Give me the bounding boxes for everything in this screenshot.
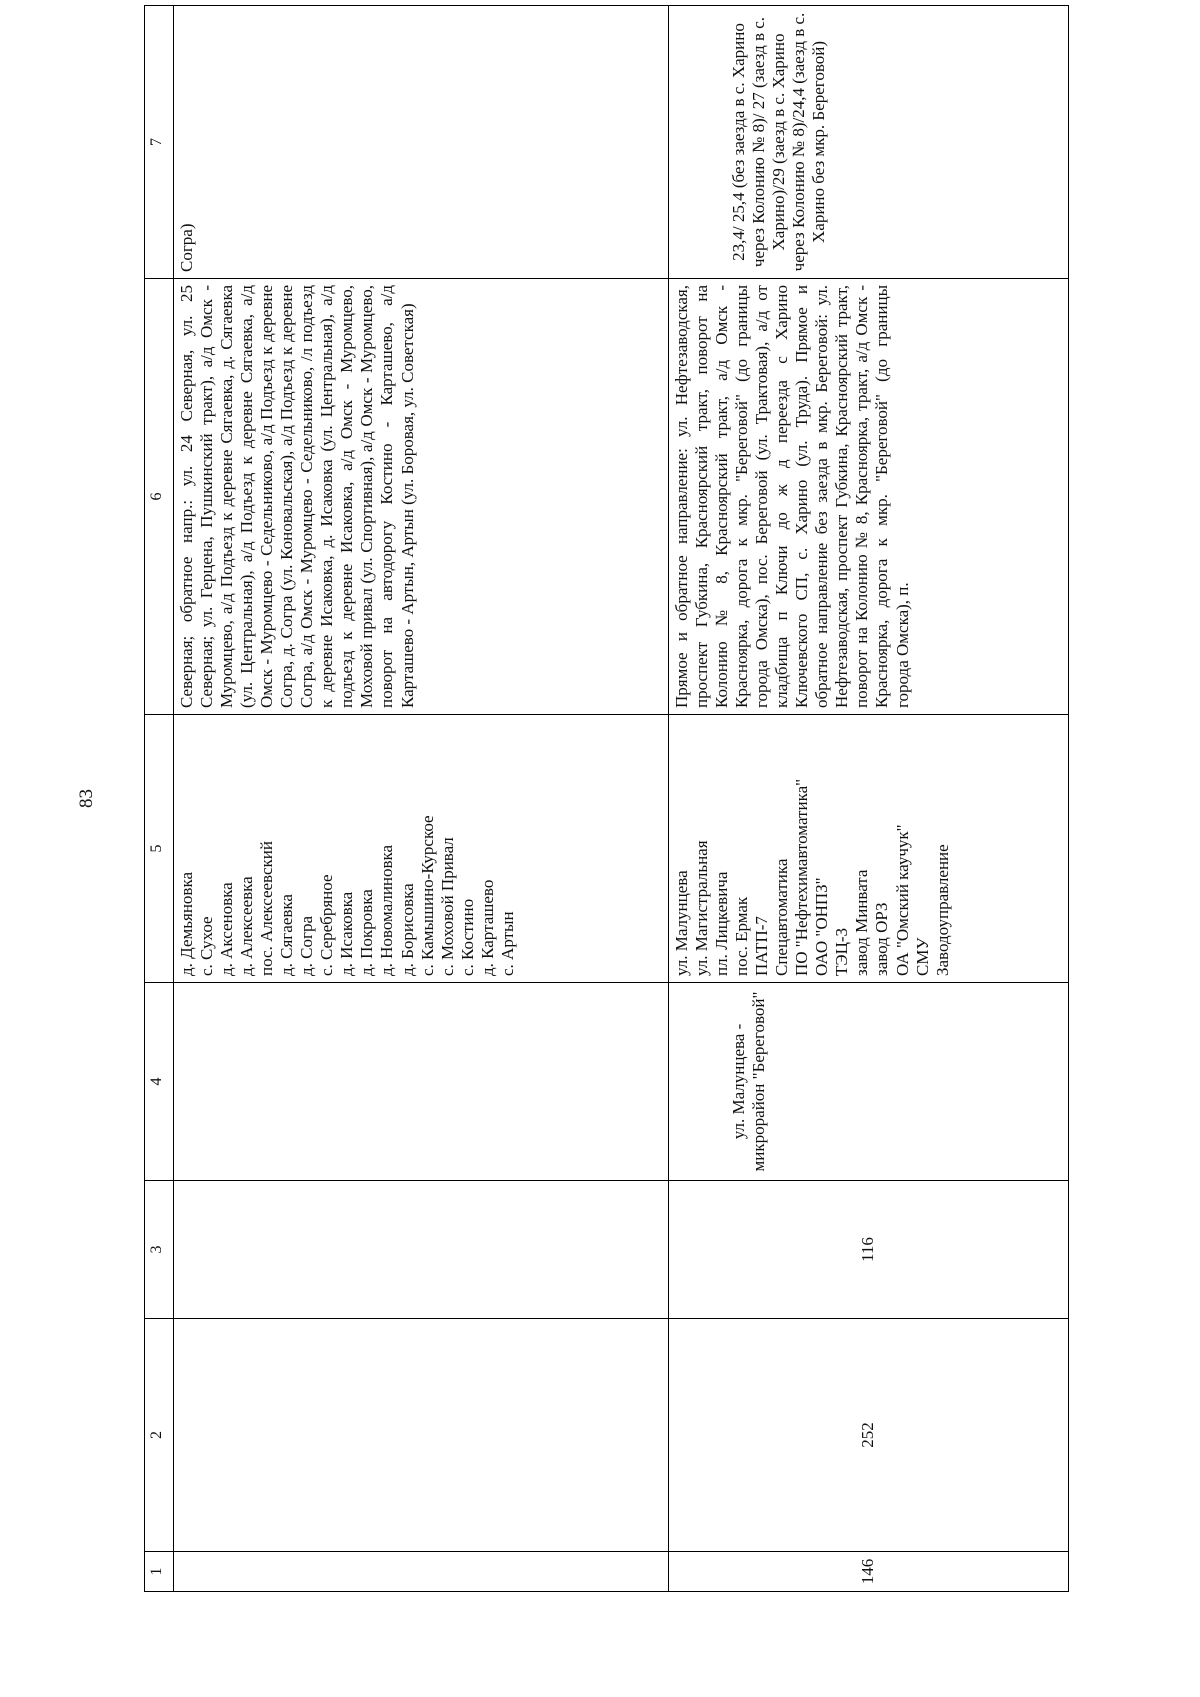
header-col-4: 4 — [145, 983, 174, 1181]
cell-route-name: ул. Малунцева - микрорайон "Береговой" — [669, 983, 1069, 1181]
rotated-table-container — [144, 12, 1066, 1592]
list-item: завод ОРЗ — [872, 902, 892, 976]
cell-distance: 23,4/ 25,4 (без заезда в с. Харино через Колонию № 8)/ 27 (заезд в с. Харино)/29 (заезд в с. Харино через Колонию № 8)/24,4 (заезд в с. Харино без мкр. Береговой) — [669, 6, 1069, 279]
list-item: Заводоуправление — [932, 844, 952, 976]
list-item: д. Демьяновка — [177, 871, 196, 976]
header-row — [145, 6, 174, 1592]
page-number: 83 — [76, 789, 97, 808]
list-item: д. Борисовка — [397, 883, 417, 976]
list-item: пос. Алексеевский — [257, 841, 277, 976]
cell-number: 146 — [669, 1552, 1069, 1592]
list-item: д. Новомалиновка — [377, 844, 397, 976]
list-item: ОАО "ОНПЗ" — [812, 877, 832, 976]
cell-c3: 116 — [669, 1181, 1069, 1319]
route-table — [144, 5, 1069, 1592]
stop-list — [177, 721, 518, 976]
list-item: ОА "Омский каучук" — [892, 824, 912, 976]
cell-c3 — [174, 1181, 669, 1319]
list-item: с. Костино — [457, 898, 477, 976]
cell-number — [174, 1552, 669, 1592]
list-item: д. Покровка — [357, 889, 377, 976]
table-row-146 — [669, 6, 1069, 1592]
table-row-continuation — [174, 6, 669, 1592]
cell-route-description: Северная; обратное напр.: ул. 24 Северная, ул. 25 Северная; ул. Герцена, Пушкинский тракт), а/д Омск - Муромцево, а/д Подъезд к деревне Сягаевка, д. Сягаевка (ул. Центральная), а/д Подъезд к деревне Сягаевка, а/д Омск - Муромцево - Седельниково, а/д Подъезд к деревне Согра, д. Согра (ул. Коновальская), а/д Подъезд к деревне Согра, а/д Омск - Муромцево - Седельниково, /л подъезд к деревне Исаковка, д. Исаковка (ул. Центральная), а/д подъезд к деревне Исаковка, а/д Омск - Муромцево, Моховой привал (ул. Спортивная), а/д Омск - Муромцево, поворот на автодорогу Костино - Карташево, а/д Карташево - Артын, Артын (ул. Боровая, ул. Советская) — [174, 279, 669, 715]
cell-c2: 252 — [669, 1319, 1069, 1552]
header-col-2: 2 — [145, 1319, 174, 1552]
header-col-6: 6 — [145, 279, 174, 715]
cell-stops — [174, 715, 669, 983]
list-item: д. Исаковка — [337, 891, 357, 976]
header-col-5: 5 — [145, 715, 174, 983]
list-item: завод Минвата — [852, 869, 872, 976]
cell-distance: Согра) — [174, 6, 669, 279]
stop-list — [672, 721, 953, 976]
list-item: с. Камышино-Курское — [417, 815, 437, 976]
list-item: ТЭЦ-3 — [832, 927, 852, 976]
list-item: д. Алексеевка — [237, 876, 257, 976]
list-item: с. Сухое — [197, 916, 217, 976]
list-item: ПО "Нефтехимавтоматика" — [792, 778, 812, 976]
list-item: с. Серебряное — [317, 874, 337, 976]
header-col-1: 1 — [145, 1552, 174, 1592]
list-item: Спецавтоматика — [772, 858, 792, 976]
cell-route-name — [174, 983, 669, 1181]
header-col-3: 3 — [145, 1181, 174, 1319]
list-item: ул. Малунцева — [672, 870, 691, 976]
cell-c2 — [174, 1319, 669, 1552]
cell-stops — [669, 715, 1069, 983]
list-item: СМУ — [912, 937, 932, 976]
list-item: д. Аксеновка — [217, 882, 237, 976]
list-item: д. Карташево — [477, 879, 497, 976]
cell-route-description: Прямое и обратное направление: ул. Нефтезаводская, проспект Губкина, Красноярский тракт, поворот на Колонию № 8, Красноярский тракт, а/д Омск - Красноярка, дорога к мкр. "Береговой" (до границы города Омска), пос. Береговой (ул. Трактовая), а/д от кладбища п Ключи до ж д переезда с Харино Ключевского СП, с. Харино (ул. Труда). Прямое и обратное направление без заезда в мкр. Береговой: ул. Нефтезаводская, проспект Губкина, Красноярский тракт, поворот на Колонию № 8, Красноярка, тракт, а/д Омск - Красноярка, дорога к мкр. "Береговой" (до границы города Омска), п. — [669, 279, 1069, 715]
list-item: с. Моховой Привал — [437, 837, 457, 976]
list-item: с. Артын — [497, 911, 517, 976]
list-item: д. Согра — [297, 915, 317, 976]
list-item: ул. Магистральная — [692, 840, 712, 976]
list-item: пл. Лицкевича — [712, 871, 732, 976]
list-item: пос. Ермак — [732, 896, 752, 976]
header-col-7: 7 — [145, 6, 174, 279]
list-item: д. Сягаевка — [277, 894, 297, 976]
list-item: ПАТП-7 — [752, 916, 772, 976]
